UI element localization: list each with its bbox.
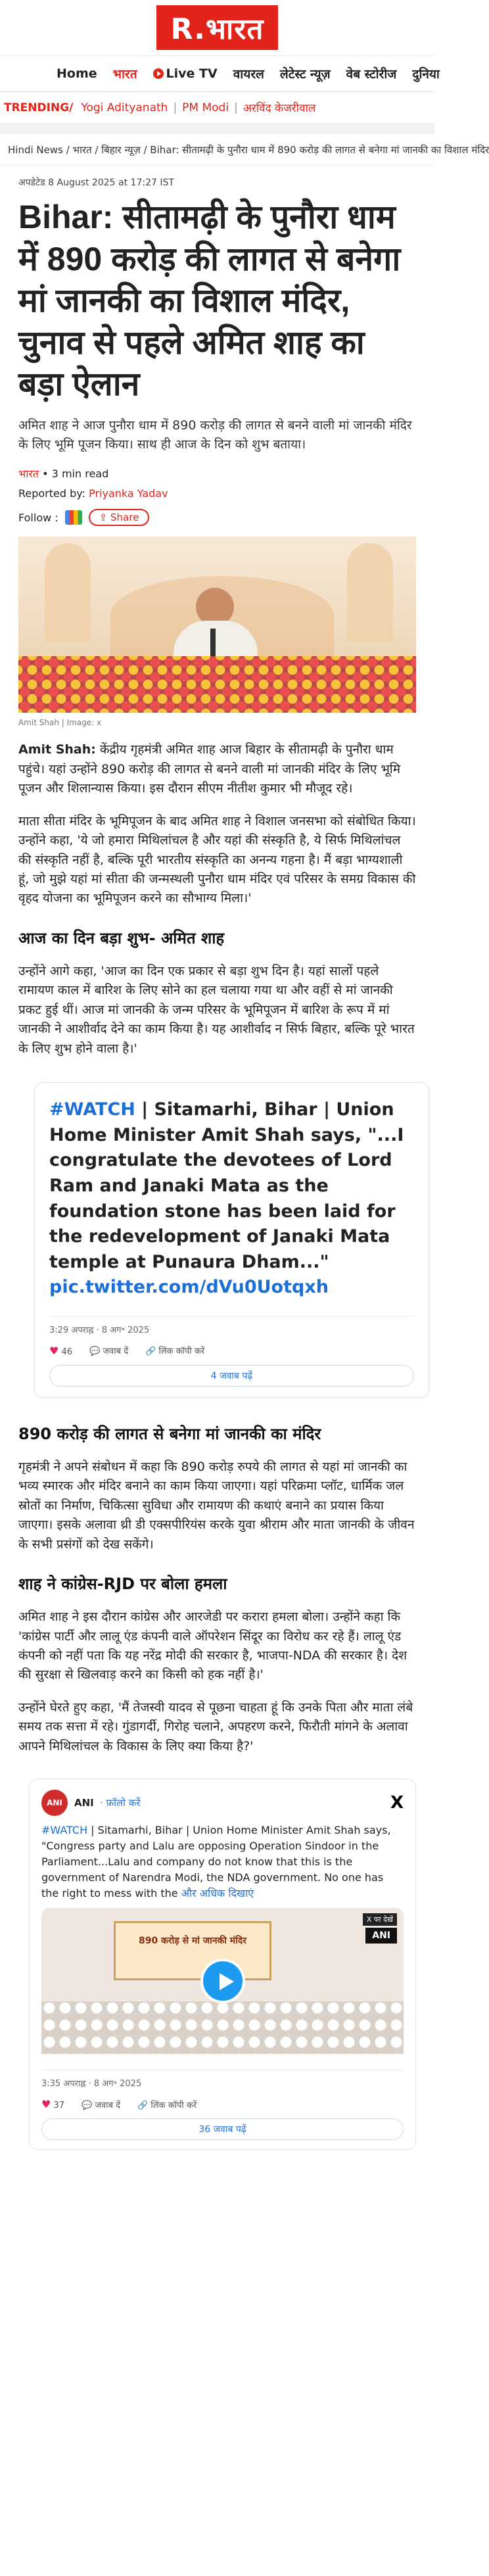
nav-item-latest-news[interactable]: लेटेस्ट न्यूज़ xyxy=(279,67,331,82)
hashtag-link[interactable]: #WATCH xyxy=(41,1824,88,1837)
account-name[interactable]: ANI xyxy=(74,1797,94,1809)
trending-separator: | xyxy=(234,101,238,114)
trending-bar xyxy=(0,92,434,124)
nav-item-bharat[interactable]: भारत xyxy=(112,67,137,82)
section-heading: शाह ने कांग्रेस-RJD पर बोला हमला xyxy=(18,1575,227,1594)
link-icon: 🔗 xyxy=(137,2100,149,2111)
heart-icon: ♥ xyxy=(49,1344,59,1357)
link-icon: 🔗 xyxy=(145,1347,156,1357)
share-icon: ⇪ xyxy=(99,512,111,524)
copy-link-button[interactable] xyxy=(137,2099,197,2111)
tweet-time[interactable]: 3:29 अपराह्न · 8 अग॰ 2025 xyxy=(49,1316,414,1335)
main-nav xyxy=(0,55,440,92)
hero-arch xyxy=(347,543,393,642)
like-button[interactable] xyxy=(41,2098,64,2111)
copy-link-label: लिंक कॉपी करें xyxy=(151,2100,197,2111)
watch-on-x-badge[interactable]: X पर देखें xyxy=(363,1913,397,1926)
nav-item-home[interactable]: Home xyxy=(57,66,97,81)
ani-watermark: ANI xyxy=(365,1928,397,1944)
tweet-text xyxy=(49,1097,414,1300)
flower-decoration xyxy=(18,656,416,713)
follow-label: Follow : xyxy=(18,511,58,524)
article-paragraph: गृहमंत्री ने अपने संबोधन में कहा कि 890 करोड़ रुपये की लागत से यहां मां जानकी का भव्य स्मारक और मंदिर बनाने का काम किया जाएगा। यहां परिक्रमा प्लॉट, धार्मिक जल स्रोतों का निर्माण, चिकित्सा सुविधा और रामायण की कथाएं बनाने का प्रयास किया जाएगा। इसके अलावा थ्री डी एक्सपीरियंस करके युवा श्रीराम और माता जानकी के जीवन के सभी प्रसंगों को देख सकेंगे। xyxy=(18,1459,415,1552)
section-heading: आज का दिन बड़ा शुभ- अमित शाह xyxy=(18,928,225,947)
tweet-media-link[interactable]: pic.twitter.com/dVu0Uotqxh xyxy=(49,1277,329,1298)
trending-item[interactable]: अरविंद केजरीवाल xyxy=(243,102,316,115)
tweet-embed xyxy=(29,1778,416,2150)
google-news-icon[interactable] xyxy=(65,510,82,525)
trending-label: TRENDING/ xyxy=(4,101,74,114)
tweet-account xyxy=(74,1796,140,1809)
article-paragraph: माता सीता मंदिर के भूमिपूजन के बाद अमित शाह ने विशाल जनसभा को संबोधित किया। उन्होंने कहा, 'ये जो हमारा मिथिलांचल है और यहां की संस्कृति है, ये सिर्फ मिथिलांचल की संस्कृति नहीं है, बल्कि पूरी भारतीय संस्कृति का अनन्य गहना है। मैं बड़ा भाग्यशाली हूं, जो मुझे यहां मां सीता की जन्मस्थली पुनौरा धाम मंदिर एवं परिसर के समग्र विकास की वृहद योजना का भूमिपूजन करने का सौभाग्य मिला।' xyxy=(18,813,416,906)
share-button[interactable] xyxy=(89,509,150,526)
trending-item[interactable]: Yogi Adityanath xyxy=(81,101,168,114)
nav-item-live-tv[interactable] xyxy=(153,66,218,81)
lead-bold: Amit Shah: xyxy=(18,742,96,757)
like-count: 46 xyxy=(61,1347,73,1357)
article-title: Bihar: सीतामढ़ी के पुनौरा धाम में 890 करोड़ की लागत से बनेगा मां जानकी का विशाल मंदिर, चुनाव से पहले अमित शाह का बड़ा ऐलान xyxy=(18,199,401,402)
tweet-body: | Sitamarhi, Bihar | Union Home Minister Amit Shah says, "Congress party and Lalu are opposing Operation Sindoor in the Parliament...Lalu and company do not know that this is the government of Narendra Modi, the NDA government. No one has the right to mess with the xyxy=(41,1824,391,1900)
breadcrumb[interactable]: Hindi News / भारत / बिहार न्यूज़ / Bihar: सीतामढ़ी के पुनौरा धाम में 890 करोड़ की लागत से बनेगा मां जानकी का विशाल मंदिर xyxy=(0,134,434,166)
reply-button[interactable] xyxy=(82,2099,120,2111)
article-paragraph: उन्होंने आगे कहा, 'आज का दिन एक प्रकार से बड़ा शुभ दिन है। यहां सालों पहले रामायण काल में बारिश के लिए सोने का हल चलाया गया था और वहीं से मां जानकी प्रकट हुई थीं। आज मां जानकी के जन्म परिसर के भूमिपूजन में बारिश के रूप में मां जानकी ने आशीर्वाद देने का काम किया है। यह आशीर्वाद न सिर्फ बिहार, बल्कि पूरे भारत के लिए शुभ होने वाला है।' xyxy=(18,963,415,1056)
share-button-label: Share xyxy=(110,512,139,524)
tweet-actions xyxy=(41,2098,404,2111)
ad-strip xyxy=(0,124,434,134)
nav-item-live-tv-label: Live TV xyxy=(166,66,218,81)
hero-image xyxy=(18,537,416,713)
tweet-body: | Sitamarhi, Bihar | Union Home Minister Amit Shah says, "...I congratulate the devotees of Lord Ram and Janaki Mata as the foundation stone has been laid for the redevelopment of Janaki Mata temple at Punaura Dham..." xyxy=(49,1099,404,1272)
section-heading: 890 करोड़ की लागत से बनेगा मां जानकी का मंदिर xyxy=(18,1424,321,1443)
nav-item-world[interactable]: दुनिया xyxy=(412,67,440,82)
reply-button[interactable] xyxy=(89,1345,128,1356)
nav-item-web-stories[interactable]: वेब स्टोरीज xyxy=(346,67,397,82)
like-button[interactable] xyxy=(49,1345,72,1357)
site-logo[interactable]: R.भारत xyxy=(156,5,279,50)
copy-link-label: लिंक कॉपी करें xyxy=(158,1347,205,1357)
reporter-line xyxy=(18,487,416,500)
category-link[interactable]: भारत xyxy=(18,467,39,481)
crowd xyxy=(41,2001,404,2054)
x-logo-icon[interactable]: X xyxy=(390,1793,404,1813)
ani-avatar[interactable]: ANI xyxy=(41,1790,68,1816)
article-paragraph: उन्होंने घेरते हुए कहा, 'मैं तेजस्वी यादव से पूछना चाहता हूं कि उनके पिता और माता लंबे समय तक सत्ता में रहे। गुंडागर्दी, गिरोह चलाने, अपहरण करने, फिरौती मांगने के अलावा आपने मिथिलांचल के विकास के लिए क्या किया है?' xyxy=(18,1700,413,1753)
live-play-icon xyxy=(153,68,164,79)
read-replies-button[interactable]: 36 जवाब पढ़ें xyxy=(41,2118,404,2140)
tweet-actions xyxy=(49,1345,414,1357)
tweet-time[interactable]: 3:35 अपराह्न · 8 अग॰ 2025 xyxy=(41,2070,404,2089)
trending-item[interactable]: PM Modi xyxy=(182,101,229,114)
hashtag-link[interactable]: #WATCH xyxy=(49,1099,135,1120)
meta-dot: • xyxy=(42,467,52,481)
article-paragraph xyxy=(18,740,416,798)
hero-arch xyxy=(45,543,91,642)
article-summary: अमित शाह ने आज पुनौरा धाम में 890 करोड़ की लागत से बनने वाली मां जानकी मंदिर के लिए भूमि पूजन किया। साथ ही आज के दिन को शुभ बताया। xyxy=(18,417,412,452)
show-more-link[interactable]: और अधिक दिखाएं xyxy=(181,1887,254,1900)
brand-bar xyxy=(0,0,434,55)
reported-by-label: Reported by: xyxy=(18,487,85,500)
reply-label: जवाब दें xyxy=(95,2100,121,2111)
reply-icon: 💬 xyxy=(89,1347,101,1357)
read-time: 3 min read xyxy=(51,467,109,481)
article-meta xyxy=(18,466,416,481)
tweet-header xyxy=(41,1790,404,1816)
follow-link[interactable]: · फ़ॉलो करें xyxy=(99,1797,141,1809)
follow-row xyxy=(18,509,416,526)
copy-link-button[interactable] xyxy=(145,1345,204,1356)
heart-icon: ♥ xyxy=(41,2098,51,2111)
trending-separator: | xyxy=(173,101,177,114)
nav-item-viral[interactable]: वायरल xyxy=(233,67,264,82)
like-count: 37 xyxy=(53,2101,65,2111)
stage-screen-text: 890 करोड़ से मां जानकी मंदिर xyxy=(139,1936,246,1947)
article-paragraph: अमित शाह ने इस दौरान कांग्रेस और आरजेडी पर करारा हमला बोला। उन्होंने कहा कि 'कांग्रेस पार्टी और लालू एंड कंपनी वाले ऑपरेशन सिंदूर का विरोध कर रहे हैं। लालू एंड कंपनी को नहीं पता कि यह नरेंद्र मोदी की सरकार है, भाजपा-NDA की सरकार है। देश की सुरक्षा से खिलवाड़ करने का किसी को हक नहीं है।' xyxy=(18,1610,408,1682)
play-icon[interactable] xyxy=(200,1959,245,2003)
tweet-embed xyxy=(34,1082,429,1398)
lead-text: केंद्रीय गृहमंत्री अमित शाह आज बिहार के सीतामढ़ी के पुनौरा धाम पहुंचे। यहां उन्होंने 890 करोड़ की लागत से बनने वाली मां जानकी मंदिर के लिए भूमि पूजन और शिलान्यास किया। इस दौरान सीएम नीतीश कुमार भी मौजूद रहे। xyxy=(18,742,401,796)
tweet-text xyxy=(41,1823,404,1901)
image-caption: Amit Shah | Image: x xyxy=(18,718,102,728)
article-continued xyxy=(0,1423,434,1756)
reply-label: जवाब दें xyxy=(103,1347,129,1357)
updated-timestamp: अपडेटेड 8 August 2025 at 17:27 IST xyxy=(18,178,174,188)
tweet-video[interactable] xyxy=(41,1908,404,2054)
read-replies-button[interactable]: 4 जवाब पढ़ें xyxy=(49,1365,414,1387)
author-link[interactable]: Priyanka Yadav xyxy=(89,487,168,500)
reply-icon: 💬 xyxy=(82,2100,93,2111)
article xyxy=(0,176,434,1059)
stage-screen xyxy=(114,1921,271,1980)
